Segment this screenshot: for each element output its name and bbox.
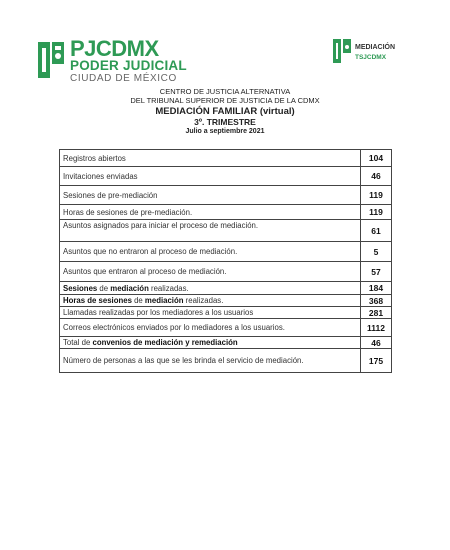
pjcdmx-logo: [38, 38, 198, 84]
row-value: 175: [361, 349, 392, 373]
justice-emblem-icon: [38, 38, 66, 82]
header-line-2: DEL TRIBUNAL SUPERIOR DE JUSTICIA DE LA CDMX: [130, 96, 320, 105]
label-text: realizadas.: [148, 283, 189, 293]
label-bold: mediación: [110, 283, 149, 293]
document-header: [0, 87, 450, 136]
row-label: [60, 337, 361, 349]
row-label: Asuntos que entraron al proceso de mediación.: [60, 262, 361, 282]
table-row: [60, 167, 392, 186]
row-value: 1112: [361, 319, 392, 337]
row-value: 281: [361, 307, 392, 319]
row-label: Número de personas a las que se les brinda el servicio de mediación.: [60, 349, 361, 373]
table-row: [60, 150, 392, 167]
table-row: [60, 220, 392, 242]
row-value: 368: [361, 295, 392, 307]
label-bold: Sesiones: [63, 283, 98, 293]
table-row: [60, 337, 392, 349]
label-text: realizadas.: [183, 296, 224, 305]
row-label: Asuntos asignados para iniciar el proceso de mediación.: [60, 220, 361, 242]
label-bold: mediación: [144, 296, 184, 305]
header-line-1: CENTRO DE JUSTICIA ALTERNATIVA: [159, 87, 291, 96]
label-bold: convenios de mediación y remediación: [92, 338, 238, 347]
row-value: 104: [361, 150, 392, 167]
mediacion-logo: [333, 37, 413, 67]
logo-title: PJCDMX: [70, 36, 159, 61]
row-value: 46: [361, 337, 392, 349]
row-label: [60, 295, 361, 307]
row-label: Correos electrónicos enviados por lo mediadores a los usuarios.: [60, 319, 361, 337]
row-label: Horas de sesiones de pre-mediación.: [60, 205, 361, 220]
row-value: 119: [361, 186, 392, 205]
row-label: Registros abiertos: [60, 150, 361, 167]
logo-subtitle: PODER JUDICIAL: [70, 58, 187, 73]
mediacion-logo-title: MEDIACIÓN: [355, 44, 396, 51]
document-title: MEDIACIÓN FAMILIAR (virtual): [155, 106, 295, 117]
table-row: [60, 186, 392, 205]
row-value: 5: [361, 242, 392, 262]
label-text: Total de: [63, 338, 93, 347]
table-row: [60, 307, 392, 319]
row-value: 119: [361, 205, 392, 220]
row-label: Asuntos que no entraron al proceso de mediación.: [60, 242, 361, 262]
row-value: 57: [361, 262, 392, 282]
logo-city: CIUDAD DE MÉXICO: [70, 73, 177, 84]
statistics-table: [59, 149, 392, 373]
row-value: 184: [361, 282, 392, 295]
table-row: [60, 282, 392, 295]
table-row: [60, 242, 392, 262]
mediation-emblem-icon: [333, 37, 353, 65]
table-row: [60, 205, 392, 220]
quarter-label: 3º. TRIMESTRE: [194, 117, 256, 127]
table-row: [60, 319, 392, 337]
row-label: Llamadas realizadas por los mediadores a los usuarios: [60, 307, 361, 319]
row-label: Invitaciones enviadas: [60, 167, 361, 186]
label-text: de: [131, 296, 145, 305]
row-label: Sesiones de pre-mediación: [60, 186, 361, 205]
table-row: [60, 349, 392, 373]
label-text: de: [97, 283, 111, 293]
label-bold: Horas de sesiones: [63, 296, 132, 305]
row-value: 46: [361, 167, 392, 186]
table-row: [60, 262, 392, 282]
period-label: Julio a septiembre 2021: [185, 128, 265, 135]
row-label: [60, 282, 361, 295]
row-value: 61: [361, 220, 392, 242]
table-row: [60, 295, 392, 307]
mediacion-logo-subtitle: TSJCDMX: [355, 54, 387, 61]
